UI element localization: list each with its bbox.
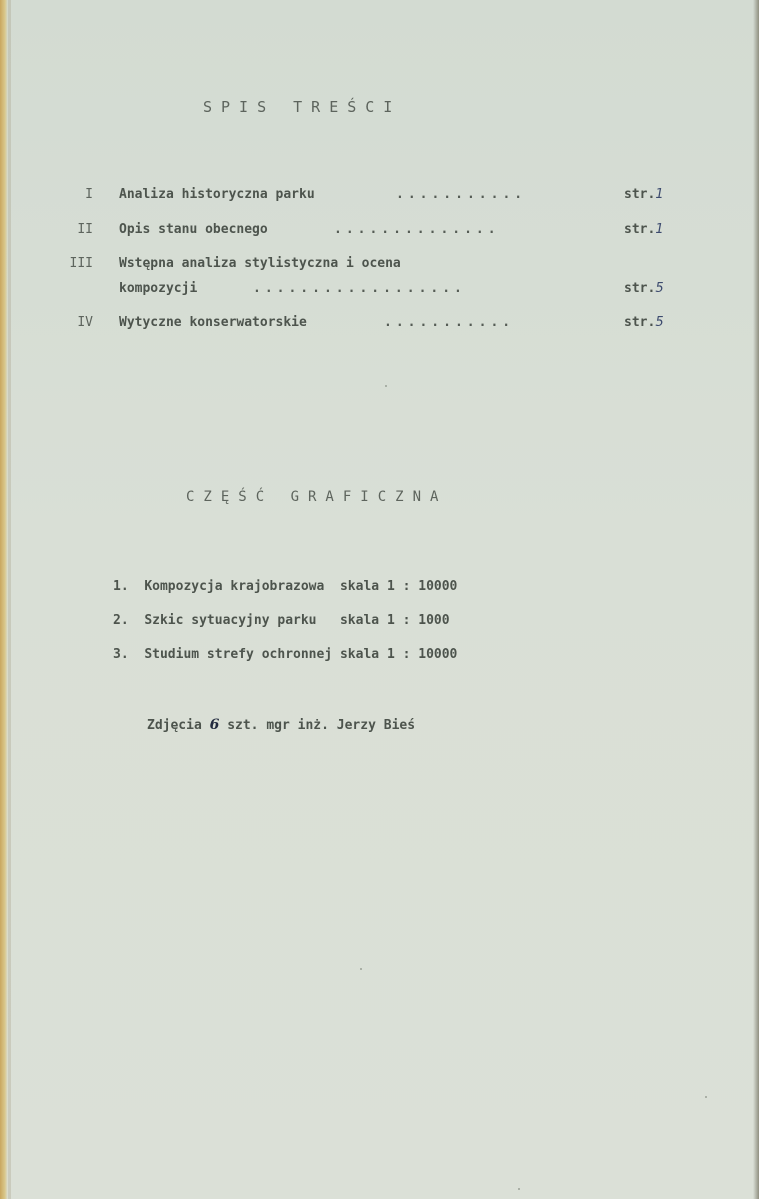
photos-prefix: Zdjęcia xyxy=(147,718,202,733)
paper-speck xyxy=(705,1096,707,1098)
paper-speck xyxy=(360,968,362,970)
paper-fold xyxy=(8,0,11,1199)
toc-entry-3-text-line2: kompozycji xyxy=(119,281,198,296)
paper-speck xyxy=(385,385,387,387)
toc-entry-2-leader: .............. xyxy=(334,222,500,237)
graphics-item-3 xyxy=(113,647,457,662)
photos-count: 6 xyxy=(209,717,220,733)
toc-entry-4-page-number: 5 xyxy=(655,315,664,330)
graphics-item-3-text: Studium strefy ochronnej skala 1 : 10000 xyxy=(144,647,458,662)
graphics-item-2-text: Szkic sytuacyjny parku skala 1 : 1000 xyxy=(144,613,450,628)
toc-entry-1-page-label: str. xyxy=(624,187,656,202)
toc-numeral-2: II xyxy=(77,222,93,237)
section-title: CZĘŚĆ GRAFICZNA xyxy=(186,489,448,505)
toc-entry-4-page-label: str. xyxy=(624,315,656,330)
toc-entry-2-page-number: 1 xyxy=(655,222,664,237)
toc-entry-1-leader: ........... xyxy=(396,187,527,202)
graphics-item-2 xyxy=(113,613,450,628)
graphics-item-1 xyxy=(113,579,457,594)
toc-entry-4-page xyxy=(624,315,664,330)
toc-entry-2-page-label: str. xyxy=(624,222,656,237)
photos-suffix: szt. mgr inż. Jerzy Bieś xyxy=(227,718,416,733)
photos-line xyxy=(147,717,415,733)
toc-entry-3-text-line1: Wstępna analiza stylistyczna i ocena xyxy=(119,256,401,271)
graphics-item-2-number: 2. xyxy=(113,613,129,628)
toc-numeral-1: I xyxy=(85,187,93,202)
graphics-item-1-text: Kompozycja krajobrazowa skala 1 : 10000 xyxy=(144,579,458,594)
paper-edge-left xyxy=(0,0,8,1199)
toc-entry-2-page xyxy=(624,222,664,237)
toc-entry-3-leader: .................. xyxy=(253,281,466,296)
toc-entry-1-page-number: 1 xyxy=(655,187,664,202)
toc-entry-3-page-number: 5 xyxy=(655,281,664,296)
toc-numeral-4: IV xyxy=(77,315,93,330)
toc-entry-4-leader: ........... xyxy=(384,315,515,330)
paper-speck xyxy=(518,1188,520,1190)
toc-entry-4-text: Wytyczne konserwatorskie xyxy=(119,315,307,330)
toc-entry-3-page xyxy=(624,281,664,296)
toc-entry-1-page xyxy=(624,187,664,202)
toc-entry-3-page-label: str. xyxy=(624,281,656,296)
toc-numeral-3: III xyxy=(69,256,93,271)
graphics-item-1-number: 1. xyxy=(113,579,129,594)
paper-edge-right xyxy=(753,0,759,1199)
graphics-item-3-number: 3. xyxy=(113,647,129,662)
toc-entry-1-text: Analiza historyczna parku xyxy=(119,187,315,202)
toc-entry-2-text: Opis stanu obecnego xyxy=(119,222,268,237)
page-title: SPIS TREŚCI xyxy=(203,98,402,116)
